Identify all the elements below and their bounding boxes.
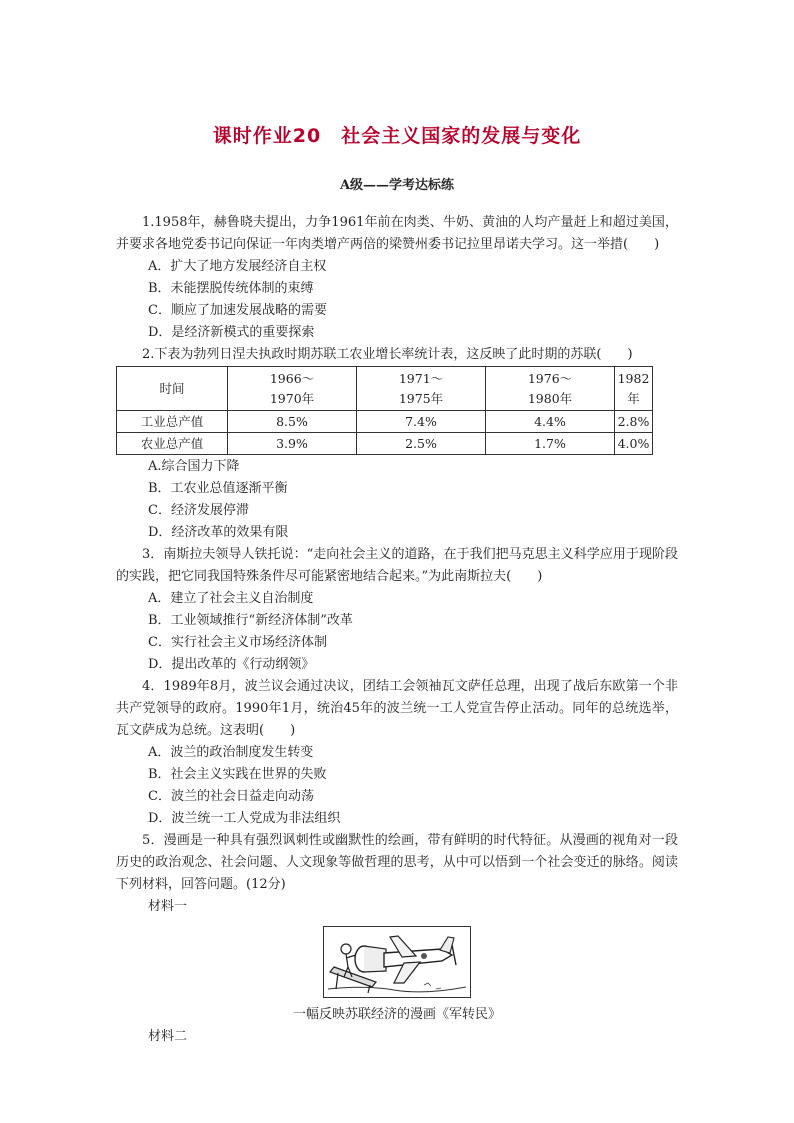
question-body xyxy=(116,212,678,1048)
q1-option-d: D．是经济新模式的重要探索 xyxy=(148,325,315,340)
q1-option-b: B．未能摆脱传统体制的束缚 xyxy=(148,281,314,296)
cartoon-figure xyxy=(323,926,471,998)
q2-option-b: B．工农业总值逐渐平衡 xyxy=(148,481,288,496)
q3-option-b: B．工业领域推行“新经济体制”改革 xyxy=(148,613,353,628)
q4-stem: 4．1989年8月，波兰议会通过决议，团结工会领袖瓦文萨任总理，出现了战后东欧第一个非共产党领导的政府。1990年1月，统治45年的波兰统一工人党宣告停止活动。同年的总统选举，瓦文萨成为总统。这表明( ) xyxy=(116,679,678,738)
q4-option-b: B．社会主义实践在世界的失败 xyxy=(148,767,327,782)
table-cell: 农业总产值 xyxy=(117,433,228,455)
table-cell: 工业总产值 xyxy=(117,411,228,433)
table-cell: 4.4% xyxy=(486,411,615,433)
section-level: A级——学考达标练 xyxy=(339,178,455,193)
page-title: 课时作业20 社会主义国家的发展与变化 xyxy=(212,125,582,147)
q4-option-a: A．波兰的政治制度发生转变 xyxy=(148,745,314,760)
table-cell: 1.7% xyxy=(486,433,615,455)
q2-option-a: A.综合国力下降 xyxy=(148,459,240,474)
q2-option-c: C．经济发展停滞 xyxy=(148,503,249,518)
q4-option-d: D．波兰统一工人党成为非法组织 xyxy=(148,811,341,826)
q3-option-a: A．建立了社会主义自治制度 xyxy=(148,591,314,606)
table-header: 时间 xyxy=(117,367,228,411)
growth-table xyxy=(116,366,653,455)
q1-stem: 1.1958年，赫鲁晓夫提出，力争1961年前在肉类、牛奶、黄油的人均产量赶上和超过美国，并要求各地党委书记向保证一年肉类增产两倍的梁赞州委书记拉里昂诺夫学习。这一举措( ) xyxy=(116,215,678,252)
q1-option-a: A．扩大了地方发展经济自主权 xyxy=(148,259,327,274)
table-row xyxy=(117,433,653,455)
table-header: 1971～ 1975年 xyxy=(357,367,486,411)
q4-option-c: C．波兰的社会日益走向动荡 xyxy=(148,789,314,804)
table-header: 1982年 xyxy=(615,367,653,411)
material-one-label: 材料一 xyxy=(148,899,188,914)
cartoon-caption: 一幅反映苏联经济的漫画《军转民》 xyxy=(292,1007,501,1022)
table-cell: 7.4% xyxy=(357,411,486,433)
table-cell: 2.5% xyxy=(357,433,486,455)
q2-option-d: D．经济改革的效果有限 xyxy=(148,525,289,540)
cartoon-illustration xyxy=(324,927,470,997)
q2-stem: 2.下表为勃列日涅夫执政时期苏联工农业增长率统计表，这反映了此时期的苏联( ) xyxy=(142,347,633,362)
table-row xyxy=(117,411,653,433)
table-cell: 2.8% xyxy=(615,411,653,433)
table-header-row xyxy=(117,367,653,411)
q1-option-c: C．顺应了加速发展战略的需要 xyxy=(148,303,327,318)
q5-stem: 5．漫画是一种具有强烈讽刺性或幽默性的绘画，带有鲜明的时代特征。从漫画的视角对一段历史的政治观念、社会问题、人文现象等做哲理的思考，从中可以悟到一个社会变迁的脉络。阅读下列材料，回答问题。(12分) xyxy=(116,833,678,892)
table-header: 1966～ 1970年 xyxy=(228,367,357,411)
table-header: 1976～ 1980年 xyxy=(486,367,615,411)
table-cell: 3.9% xyxy=(228,433,357,455)
table-cell: 4.0% xyxy=(615,433,653,455)
q3-option-c: C．实行社会主义市场经济体制 xyxy=(148,635,327,650)
q3-option-d: D．提出改革的《行动纲领》 xyxy=(148,657,315,672)
q3-stem: 3．南斯拉夫领导人铁托说：“走向社会主义的道路，在于我们把马克思主义科学应用于现阶段的实践，把它同我国特殊条件尽可能紧密地结合起来。”为此南斯拉夫( ) xyxy=(116,547,678,584)
table-cell: 8.5% xyxy=(228,411,357,433)
material-two-label: 材料二 xyxy=(148,1029,188,1044)
